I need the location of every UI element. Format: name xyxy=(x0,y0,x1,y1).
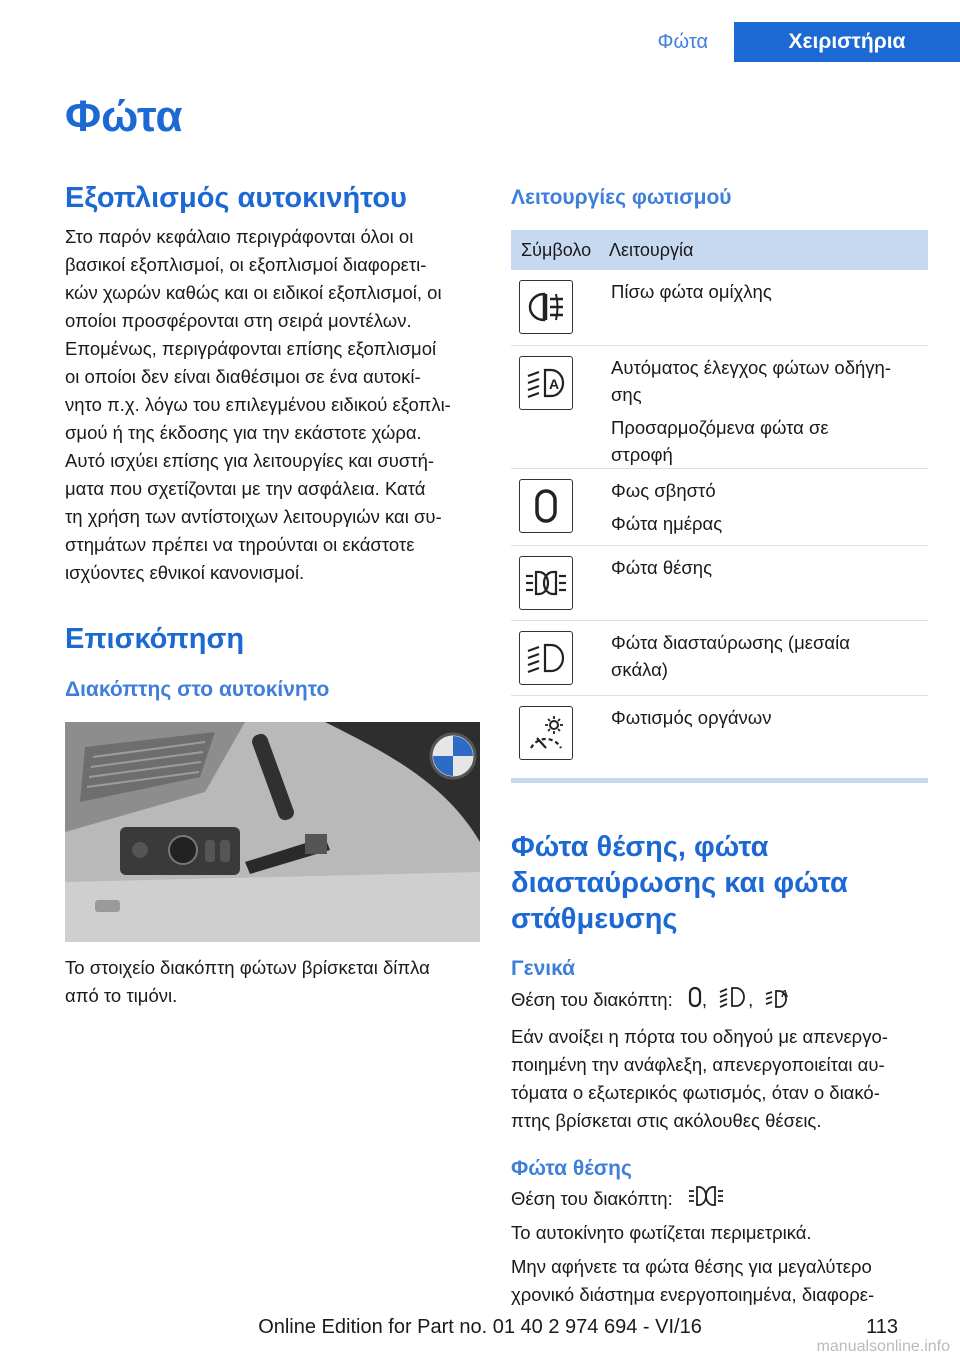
lighting-functions-table xyxy=(511,230,928,783)
light-switch-photo xyxy=(65,722,480,942)
col-function-header: Λειτουργία xyxy=(609,240,694,260)
table-row xyxy=(511,621,928,696)
caption-line: από το τιμόνι. xyxy=(65,985,178,1006)
table-row xyxy=(511,270,928,346)
heading-line: Φώτα θέσης, φώτα xyxy=(511,831,769,863)
svg-text:A: A xyxy=(781,989,789,1000)
col-symbol-header: Σύμβολο xyxy=(521,240,592,260)
text-line: πτης βρίσκεται στις ακόλουθες θέσεις. xyxy=(511,1110,822,1131)
side-switch-line xyxy=(511,1185,928,1215)
equipment-heading: Εξοπλισμός αυτοκινήτου xyxy=(65,182,407,214)
text-line: ματα που σχετίζονται με την ασφάλεια. Κατά xyxy=(65,478,426,499)
text-line: οποίοι προσφέρονται στη σειρά μοντέλων. xyxy=(65,310,412,331)
function-text: Φώτα θέσης xyxy=(611,557,712,578)
table-row xyxy=(511,469,928,546)
switch-position-label: Θέση του διακόπτη: xyxy=(511,988,673,1010)
lights-off-icon xyxy=(519,479,573,533)
page-title: Φώτα xyxy=(65,92,183,141)
general-paragraph xyxy=(511,1023,928,1135)
function-text: Φώτα διασταύρωσης (μεσαία σκάλα) xyxy=(611,632,850,680)
overview-heading: Επισκόπηση xyxy=(65,623,245,655)
text-line: σμού ή της έκδοσης για την εκάστοτε χώρα. xyxy=(65,422,422,443)
function-text: Φώτα ημέρας xyxy=(611,513,723,534)
footer-edition: Online Edition for Part no. 01 40 2 974 694 - VI/16 xyxy=(258,1316,702,1338)
text-line: Στο παρόν κεφάλαιο περιγράφονται όλοι οι xyxy=(65,226,414,247)
function-text: Αυτόματος έλεγχος φώτων οδήγη- σης xyxy=(611,357,891,405)
header-chapter-tab[interactable]: Χειριστήρια xyxy=(734,22,960,62)
low-beam-icon xyxy=(718,985,748,1017)
function-text: Φως σβηστό xyxy=(611,480,716,501)
text-line: οι οποίοι δεν είναι διαθέσιμοι σε ένα αυτοκί- xyxy=(65,366,421,387)
page-number: 113 xyxy=(866,1316,898,1338)
table-row xyxy=(511,546,928,621)
functions-heading: Λειτουργίες φωτισμού xyxy=(511,186,732,209)
text-line: Μην αφήνετε τα φώτα θέσης για μεγαλύτερο xyxy=(511,1256,872,1278)
equipment-paragraph xyxy=(65,223,480,587)
heading-line: διασταύρωσης και φώτα xyxy=(511,867,848,899)
header-section-label: Φώτα xyxy=(657,31,708,53)
text-line: χρονικό διάστημα ενεργοποιημένα, διαφορε- xyxy=(511,1284,875,1306)
switch-heading: Διακόπτης στο αυτοκίνητο xyxy=(65,678,330,701)
text-line: νητο π.χ. λόγω του επιλεγμένου ειδικού εξοπλι- xyxy=(65,394,451,415)
text-line: τόματα ο εξωτερικός φωτισμός, όταν ο διακό- xyxy=(511,1082,880,1103)
switch-position-line: Θέση του διακόπτη: , , A xyxy=(511,985,928,1017)
text-line: Επομένως, περιγράφονται επίσης εξοπλισμοί xyxy=(65,338,437,359)
table-bottom-rule xyxy=(511,778,928,783)
instrument-lighting-icon xyxy=(519,706,573,760)
switch-position-label: Θέση του διακόπτη: xyxy=(511,1188,673,1209)
text-line: Αυτό ισχύει επίσης για λειτουργίες και συστή- xyxy=(65,450,435,471)
parking-light-icon xyxy=(688,1185,724,1215)
caption-line: Το στοιχείο διακόπτη φώτων βρίσκεται δίπλα xyxy=(65,957,430,978)
low-beam-icon xyxy=(519,631,573,685)
lights-off-icon xyxy=(688,986,702,1016)
photo-caption xyxy=(65,954,480,1010)
right-column xyxy=(511,182,928,1309)
table-row xyxy=(511,696,928,766)
heading-line: στάθμευσης xyxy=(511,903,678,935)
table-header xyxy=(511,230,928,270)
auto-headlight-icon xyxy=(519,356,573,410)
text-line: ισχύοντες εθνικοί κανονισμοί. xyxy=(65,562,305,583)
svg-text:A: A xyxy=(549,376,560,392)
function-text: Προσαρμοζόμενα φώτα σε στροφή xyxy=(611,417,829,465)
auto-headlight-icon xyxy=(764,985,794,1017)
text-line: στημάτων πρέπει να τηρούνται οι εκάστοτε xyxy=(65,534,415,555)
text-line: βασικοί εξοπλισμοί, οι εξοπλισμοί διαφορετι- xyxy=(65,254,427,275)
parking-lights-heading xyxy=(511,829,928,937)
function-text: Φωτισμός οργάνων xyxy=(611,707,772,728)
text-line: τη χρήση των αντίστοιχων λειτουργιών και συ- xyxy=(65,506,442,527)
general-heading: Γενικά xyxy=(511,957,576,980)
text-line: κών χωρών καθώς και οι ειδικοί εξοπλισμοί, οι xyxy=(65,282,442,303)
left-column xyxy=(65,182,480,1010)
function-text: Πίσω φώτα ομίχλης xyxy=(611,281,772,302)
site-watermark: manualsonline.info xyxy=(816,1338,950,1355)
rear-fog-light-icon xyxy=(519,280,573,334)
table-row xyxy=(511,346,928,469)
text-line: Εάν ανοίξει η πόρτα του οδηγού με απενεργο- xyxy=(511,1026,888,1047)
text-line: ποιημένη την ανάφλεξη, απενεργοποιείται αυ- xyxy=(511,1054,885,1075)
side-lights-text: Το αυτοκίνητο φωτίζεται περιμετρικά. xyxy=(511,1222,812,1244)
side-lights-paragraph xyxy=(511,1253,928,1309)
side-lights-heading: Φώτα θέσης xyxy=(511,1157,632,1180)
parking-light-icon xyxy=(519,556,573,610)
